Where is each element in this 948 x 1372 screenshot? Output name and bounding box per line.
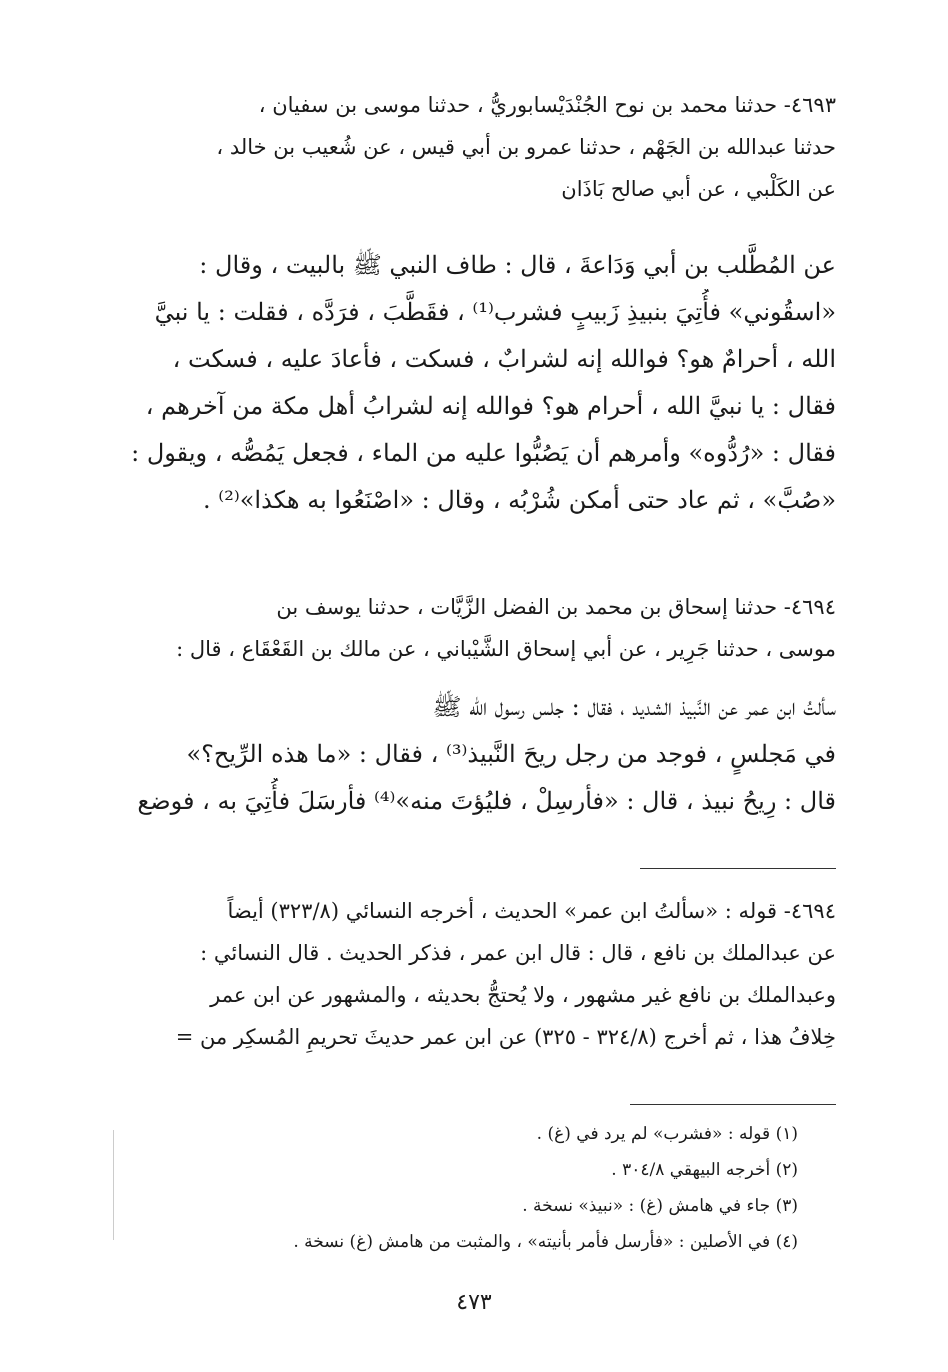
hadith-4693-isnad <box>122 84 836 210</box>
footnote: (٤) في الأصلين : «فأرسل فأمر بأنيته» ، والمثبت من هامش (غ) نسخة . <box>293 1232 798 1252</box>
footnote: (٣) جاء في هامش (غ) : «نبيذ» نسخة . <box>522 1196 798 1216</box>
text-line: خِلافُ هذا ، ثم أخرج (٣٢٤/٨ - ٣٢٥) عن ابن عمر حديثَ تحريمِ المُسكِر من = <box>175 1025 836 1049</box>
text-line: فقال : يا نبيَّ الله ، أحرام هو؟ فوالله إنه لشرابُ أهل مكة من آخرهم ، <box>145 392 836 420</box>
text-line: «اسقُوني» فأُتِيَ بنبيذِ زَبيبٍ فشرب⁽¹⁾ ، فقَطَّبَ ، فرَدَّه ، فقلت : يا نبيَّ <box>154 298 836 326</box>
margin-line <box>113 1130 114 1240</box>
footnote-divider <box>630 1104 836 1105</box>
text-line: «صُبَّ» ، ثم عاد حتى أمكن شُرْبُه ، وقال : «اصْنَعُوا به هكذا»⁽²⁾ . <box>203 486 836 514</box>
text-line: عن الكَلْبي ، عن أبي صالح بَاذَان <box>561 177 836 201</box>
text-line: وعبدالملك بن نافع غير مشهور ، ولا يُحتجُّ بحديثه ، والمشهور عن ابن عمر <box>210 983 836 1007</box>
footnotes <box>138 1116 798 1260</box>
text-line: حدثنا عبدالله بن الجَهْم ، حدثنا عمرو بن أبي قيس ، عن شُعيب بن خالد ، <box>216 135 836 159</box>
text-line: ٤٦٩٤- حدثنا إسحاق بن محمد بن الفضل الزَّيَّات ، حدثنا يوسف بن <box>276 595 836 619</box>
text-line: ٤٦٩٣- حدثنا محمد بن نوح الجُنْدَيْسابوريُّ ، حدثنا موسى بن سفيان ، <box>258 93 836 117</box>
footnote: (١) قوله : «فشرب» لم يرد في (غ) . <box>536 1124 798 1144</box>
hadith-4693-matn <box>122 242 836 524</box>
text-line: ٤٦٩٤- قوله : «سألتُ ابن عمر» الحديث ، أخرجه النسائي (٣٢٣/٨) أيضاً <box>227 899 836 923</box>
hadith-4694-isnad <box>122 586 836 670</box>
text-line: قال : رِيحُ نبيذ ، قال : «فأرسِلْ ، فليُؤتَ منه»⁽⁴⁾ فأرسَلَ فأُتِيَ به ، فوضع <box>137 787 836 815</box>
text-line: سألتُ ابن عمر عن النَّبيذ الشديد ، فقال : جلس رسول الله ﷺ <box>432 693 836 721</box>
text-line: في مَجلسٍ ، فوجد من رجل ريحَ النَّبيذ⁽³⁾ ، فقال : «ما هذه الرِّيح؟» <box>186 740 836 768</box>
text-line: عن المُطَّلب بن أبي وَدَاعةَ ، قال : طاف النبي ﷺ بالبيت ، وقال : <box>199 251 836 279</box>
text-line: عن عبدالملك بن نافع ، قال : قال ابن عمر ، فذكر الحديث . قال النسائي : <box>200 941 836 965</box>
text-line: فقال : «رُدُّوه» وأمرهم أن يَصُبُّوا عليه من الماء ، فجعل يَمُصُّه ، ويقول : <box>131 439 836 467</box>
hadith-4694-matn <box>122 684 836 825</box>
page-number: ٤٧٣ <box>456 1290 492 1315</box>
text-line: موسى ، حدثنا جَرِير ، عن أبي إسحاق الشَّيْباني ، عن مالك بن القَعْقَاع ، قال : <box>176 637 836 661</box>
footnote: (٢) أخرجه البيهقي ٣٠٤/٨ . <box>611 1160 798 1180</box>
text-line: الله ، أحرامٌ هو؟ فوالله إنه لشرابٌ ، فسكت ، فأعادَ عليه ، فسكت ، <box>172 345 836 373</box>
commentary <box>122 890 836 1058</box>
commentary-divider <box>640 868 836 869</box>
